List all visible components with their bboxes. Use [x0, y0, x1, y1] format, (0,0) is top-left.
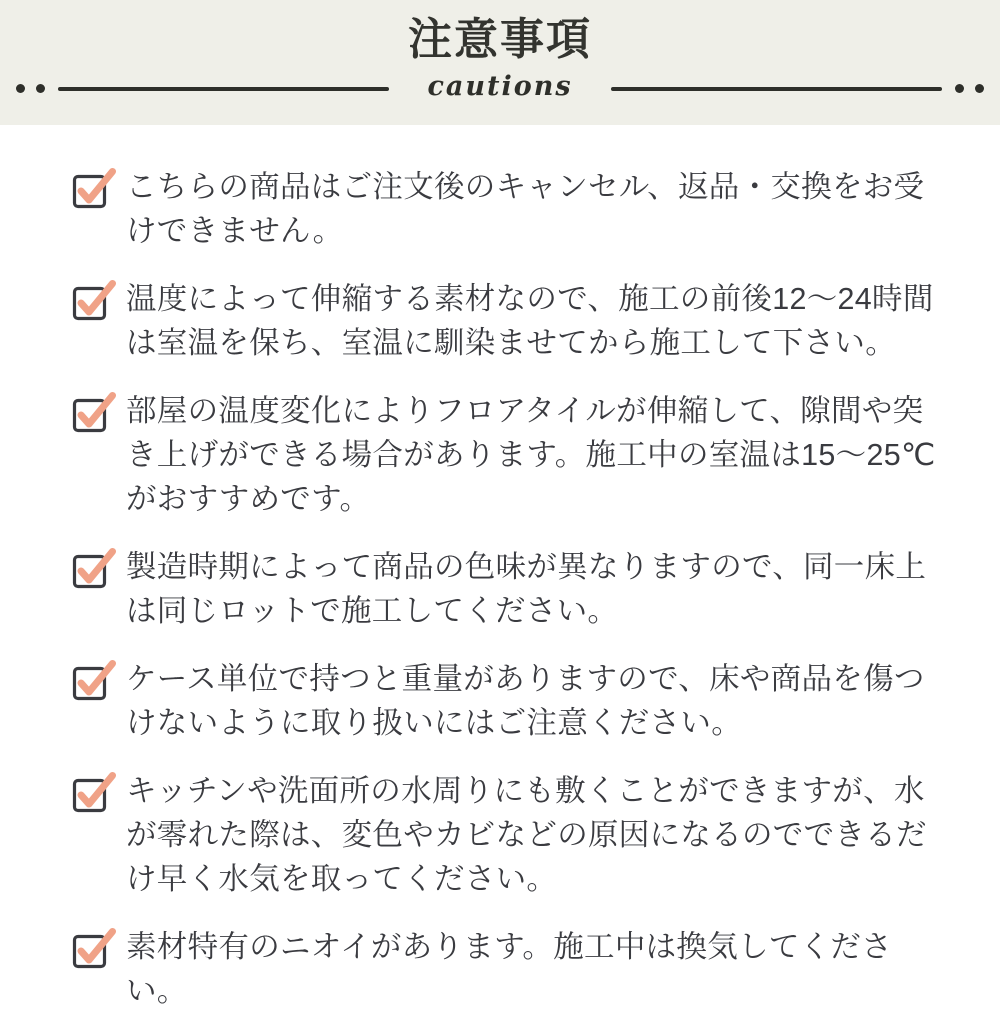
divider-line [58, 87, 389, 91]
caution-text: 製造時期によって商品の色味が異なりますので、同一床上は同じロットで施工してください。 [126, 550, 927, 628]
divider-dot-icon [16, 84, 25, 93]
checked-checkbox-icon [72, 279, 116, 321]
caution-item [72, 277, 942, 365]
caution-text: ケース単位で持つと重量がありますので、床や商品を傷つけないように取り扱いにはご注意ください。 [126, 662, 925, 740]
header [0, 0, 1000, 125]
checked-checkbox-icon [72, 927, 116, 969]
divider-line [611, 87, 942, 91]
checked-checkbox-icon [72, 771, 116, 813]
divider-dot-icon [975, 84, 984, 93]
page-subtitle: cautions [427, 71, 573, 103]
caution-text: こちらの商品はご注文後のキャンセル、返品・交換をお受けできません。 [126, 170, 925, 248]
caution-text: 部屋の温度変化によりフロアタイルが伸縮して、隙間や突き上げができる場合があります。施工中の室温は15〜25℃がおすすめです。 [126, 394, 936, 516]
caution-text: 温度によって伸縮する素材なので、施工の前後12〜24時間は室温を保ち、室温に馴染ませてから施工して下さい。 [126, 282, 934, 360]
caution-item [72, 389, 942, 521]
caution-item [72, 165, 942, 253]
checked-checkbox-icon [72, 391, 116, 433]
page-title: 注意事項 [408, 15, 592, 64]
caution-text: キッチンや洗面所の水周りにも敷くことができますが、水が零れた際は、変色やカビなどの原因になるのでできるだけ早く水気を取ってください。 [126, 774, 927, 896]
divider-dot-icon [955, 84, 964, 93]
caution-item [72, 769, 942, 901]
caution-list [0, 165, 1000, 1013]
caution-text: 素材特有のニオイがあります。施工中は換気してください。 [126, 930, 893, 1008]
caution-item [72, 545, 942, 633]
checked-checkbox-icon [72, 547, 116, 589]
checked-checkbox-icon [72, 167, 116, 209]
divider-dot-icon [36, 84, 45, 93]
checked-checkbox-icon [72, 659, 116, 701]
divider [0, 73, 1000, 104]
caution-item [72, 657, 942, 745]
